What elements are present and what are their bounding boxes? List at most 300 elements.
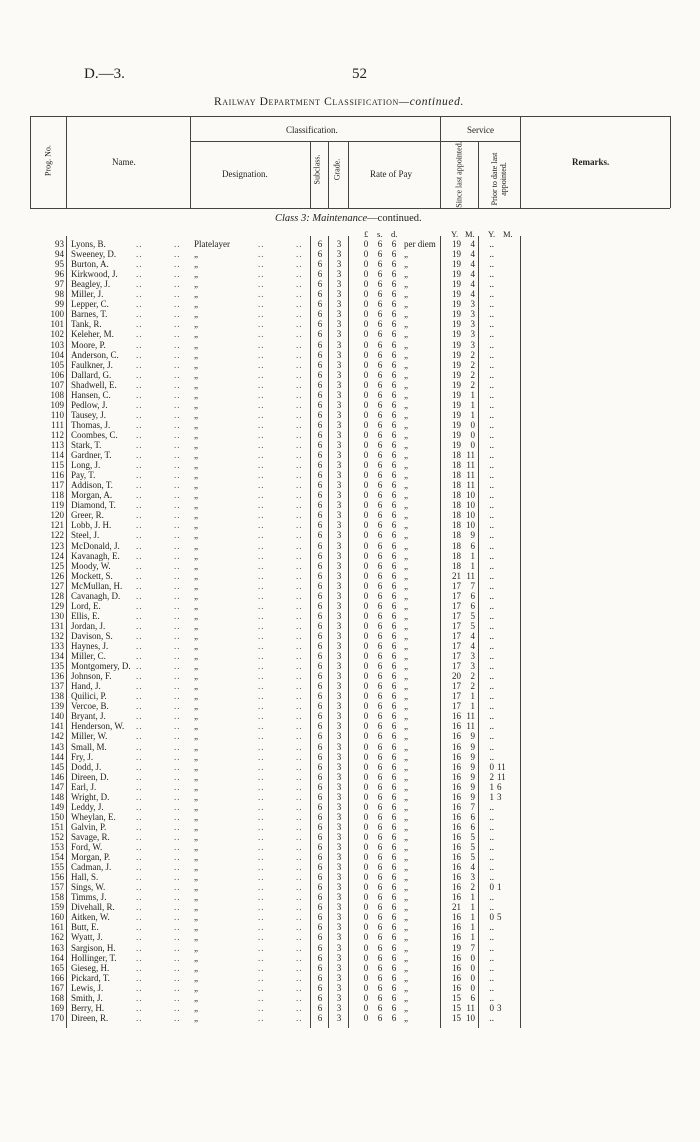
prior-years: 0 xyxy=(489,882,494,893)
table-row xyxy=(0,762,700,772)
pay-period: „ xyxy=(404,319,408,330)
employee-name: Wright, D. xyxy=(71,791,110,802)
pay-pounds: 0 xyxy=(363,932,369,943)
pay-shillings: 6 xyxy=(377,349,383,360)
since-years: 18 xyxy=(452,530,461,541)
dot-leader: .. xyxy=(174,721,181,732)
dot-leader: .. xyxy=(136,440,143,450)
designation: „ xyxy=(194,751,198,762)
grade: 3 xyxy=(336,359,342,370)
employee-name: Kirkwood, J. xyxy=(71,269,118,280)
pay-period: „ xyxy=(404,570,408,581)
designation: „ xyxy=(194,429,198,440)
designation: „ xyxy=(194,771,198,782)
dot-leader: .. xyxy=(136,289,143,300)
dot-leader: .. xyxy=(258,389,265,400)
designation: „ xyxy=(194,831,198,842)
since-months: 6 xyxy=(470,600,475,611)
dot-leader: .. xyxy=(258,811,265,822)
grade: 3 xyxy=(336,671,342,682)
prog-no: 136 xyxy=(50,671,64,682)
subclass: 6 xyxy=(317,419,323,430)
pay-shillings: 6 xyxy=(377,681,383,692)
dot-leader: .. xyxy=(296,239,303,249)
subclass: 6 xyxy=(317,450,323,461)
pay-pence: 6 xyxy=(391,641,397,651)
pay-pounds: 0 xyxy=(363,480,369,491)
grade: 3 xyxy=(336,520,342,531)
since-months: 1 xyxy=(470,389,475,400)
pay-period: „ xyxy=(404,821,408,832)
dot-leader: .. xyxy=(296,852,303,863)
grade: 3 xyxy=(336,721,342,732)
pay-period: „ xyxy=(404,721,408,732)
pay-pence: 6 xyxy=(391,791,397,802)
table-row xyxy=(0,601,700,611)
pay-pounds: 0 xyxy=(363,299,369,310)
dot-leader: .. xyxy=(174,530,181,541)
dot-leader: .. xyxy=(258,862,265,873)
grade: 3 xyxy=(336,1002,342,1013)
dot-leader: .. xyxy=(296,1002,303,1013)
running-title-continued: —continued. xyxy=(398,96,464,108)
table-row xyxy=(0,742,700,752)
since-months: 11 xyxy=(466,721,475,732)
designation: „ xyxy=(194,892,198,903)
dot-leader: .. xyxy=(174,701,181,712)
dot-leader: .. xyxy=(296,590,303,601)
dot-leader: .. xyxy=(174,279,181,290)
employee-name: Small, M. xyxy=(71,741,107,752)
grade: 3 xyxy=(336,691,342,702)
designation: „ xyxy=(194,791,198,802)
pay-shillings: 6 xyxy=(377,299,383,310)
grade: 3 xyxy=(336,872,342,883)
dot-leader: .. xyxy=(296,500,303,511)
grade: 3 xyxy=(336,801,342,812)
dot-leader: .. xyxy=(174,641,181,651)
dot-leader: .. xyxy=(174,902,181,913)
running-title xyxy=(214,96,464,108)
prog-no: 168 xyxy=(50,992,64,1003)
dot-leader: .. xyxy=(136,942,143,953)
pay-shillings: 6 xyxy=(377,821,383,832)
since-years: 19 xyxy=(452,279,461,290)
since-years: 18 xyxy=(452,480,461,491)
prior-years: 0 xyxy=(489,761,494,772)
dot-leader: .. xyxy=(296,811,303,822)
designation: „ xyxy=(194,701,198,712)
since-years: 16 xyxy=(452,831,461,842)
designation: „ xyxy=(194,540,198,551)
dot-leader: .. xyxy=(174,982,181,993)
prior-years: .. xyxy=(489,982,494,993)
dot-leader: .. xyxy=(136,570,143,581)
dot-leader: .. xyxy=(174,600,181,611)
pay-pounds: 0 xyxy=(363,600,369,611)
dot-leader: .. xyxy=(136,741,143,752)
employee-name: Shadwell, E. xyxy=(71,379,117,390)
dot-leader: .. xyxy=(136,329,143,340)
since-years: 19 xyxy=(452,319,461,330)
pay-period: „ xyxy=(404,510,408,521)
prog-no: 138 xyxy=(50,691,64,702)
table-row xyxy=(0,299,700,309)
grade: 3 xyxy=(336,269,342,280)
since-months: 3 xyxy=(470,661,475,672)
pay-pence: 6 xyxy=(391,389,397,400)
pay-pence: 6 xyxy=(391,872,397,883)
designation: „ xyxy=(194,1012,198,1023)
pay-pence: 6 xyxy=(391,249,397,260)
dot-leader: .. xyxy=(136,540,143,551)
since-months: 1 xyxy=(470,550,475,561)
pay-pounds: 0 xyxy=(363,842,369,852)
pay-shillings: 6 xyxy=(377,359,383,370)
subclass: 6 xyxy=(317,831,323,842)
pay-shillings: 6 xyxy=(377,811,383,822)
dot-leader: .. xyxy=(258,761,265,772)
subclass: 6 xyxy=(317,711,323,722)
employee-name: Pickard, T. xyxy=(71,972,110,983)
pay-period: „ xyxy=(404,630,408,641)
dot-leader: .. xyxy=(296,1012,303,1023)
dot-leader: .. xyxy=(258,550,265,561)
unit-pence: d. xyxy=(391,229,398,239)
pay-pounds: 0 xyxy=(363,701,369,712)
grade: 3 xyxy=(336,560,342,571)
designation: „ xyxy=(194,821,198,832)
dot-leader: .. xyxy=(174,379,181,390)
pay-shillings: 6 xyxy=(377,831,383,842)
unit-pound: £ xyxy=(364,229,369,239)
pay-shillings: 6 xyxy=(377,239,383,249)
pay-shillings: 6 xyxy=(377,751,383,762)
employee-name: Morgan, A. xyxy=(71,490,113,501)
subclass: 6 xyxy=(317,902,323,913)
dot-leader: .. xyxy=(296,751,303,762)
since-years: 18 xyxy=(452,520,461,531)
table-row xyxy=(0,973,700,983)
pay-pence: 6 xyxy=(391,399,397,410)
prior-years: .. xyxy=(489,681,494,692)
dot-leader: .. xyxy=(174,842,181,852)
pay-shillings: 6 xyxy=(377,399,383,410)
pay-period: „ xyxy=(404,811,408,822)
dot-leader: .. xyxy=(258,892,265,903)
pay-pence: 6 xyxy=(391,530,397,541)
pay-period: „ xyxy=(404,892,408,903)
subclass: 6 xyxy=(317,852,323,863)
since-months: 1 xyxy=(470,912,475,923)
dot-leader: .. xyxy=(174,882,181,893)
table-row xyxy=(0,701,700,711)
dot-leader: .. xyxy=(136,872,143,883)
dot-leader: .. xyxy=(136,389,143,400)
pay-period: „ xyxy=(404,450,408,461)
dot-leader: .. xyxy=(296,771,303,782)
pay-pence: 6 xyxy=(391,922,397,933)
since-years: 15 xyxy=(452,992,461,1003)
dot-leader: .. xyxy=(174,440,181,450)
pay-pence: 6 xyxy=(391,852,397,863)
pay-pounds: 0 xyxy=(363,520,369,531)
pay-pounds: 0 xyxy=(363,821,369,832)
dot-leader: .. xyxy=(296,399,303,410)
subclass: 6 xyxy=(317,952,323,963)
grade: 3 xyxy=(336,962,342,973)
pay-pounds: 0 xyxy=(363,369,369,380)
grade: 3 xyxy=(336,982,342,993)
pay-pounds: 0 xyxy=(363,560,369,571)
dot-leader: .. xyxy=(258,409,265,420)
since-months: 6 xyxy=(470,590,475,601)
subclass: 6 xyxy=(317,490,323,501)
pay-pounds: 0 xyxy=(363,771,369,782)
pay-shillings: 6 xyxy=(377,922,383,933)
dot-leader: .. xyxy=(136,651,143,662)
dot-leader: .. xyxy=(136,470,143,481)
grade: 3 xyxy=(336,651,342,662)
pay-period: „ xyxy=(404,801,408,812)
pay-pounds: 0 xyxy=(363,661,369,672)
dot-leader: .. xyxy=(174,369,181,380)
since-years: 15 xyxy=(452,1012,461,1023)
pay-period: „ xyxy=(404,932,408,943)
prog-no: 99 xyxy=(55,299,64,310)
dot-leader: .. xyxy=(258,731,265,742)
pay-pence: 6 xyxy=(391,912,397,923)
header-subclass: Subclass. xyxy=(312,154,322,185)
prog-no: 122 xyxy=(50,530,64,541)
prior-years: .. xyxy=(489,510,494,521)
pay-shillings: 6 xyxy=(377,600,383,611)
pay-period: „ xyxy=(404,490,408,501)
dot-leader: .. xyxy=(296,791,303,802)
dot-leader: .. xyxy=(136,279,143,290)
since-months: 5 xyxy=(470,842,475,852)
pay-pence: 6 xyxy=(391,962,397,973)
since-months: 1 xyxy=(470,409,475,420)
dot-leader: .. xyxy=(174,711,181,722)
pay-pounds: 0 xyxy=(363,811,369,822)
employee-name: Montgomery, D. xyxy=(71,661,131,672)
pay-shillings: 6 xyxy=(377,852,383,863)
designation: „ xyxy=(194,610,198,621)
pay-period: „ xyxy=(404,600,408,611)
pay-pounds: 0 xyxy=(363,862,369,873)
employee-name: Bryant, J. xyxy=(71,711,106,722)
pay-pounds: 0 xyxy=(363,239,369,249)
prior-years: .. xyxy=(489,299,494,310)
dot-leader: .. xyxy=(296,349,303,360)
designation: „ xyxy=(194,661,198,672)
subclass: 6 xyxy=(317,239,323,249)
since-months: 4 xyxy=(470,630,475,641)
designation: „ xyxy=(194,711,198,722)
dot-leader: .. xyxy=(258,399,265,410)
prior-years: .. xyxy=(489,651,494,662)
pay-pounds: 0 xyxy=(363,952,369,963)
pay-pence: 6 xyxy=(391,269,397,280)
since-years: 18 xyxy=(452,470,461,481)
designation: „ xyxy=(194,641,198,651)
dot-leader: .. xyxy=(296,982,303,993)
since-years: 16 xyxy=(452,932,461,943)
pay-pence: 6 xyxy=(391,419,397,430)
pay-shillings: 6 xyxy=(377,801,383,812)
pay-pounds: 0 xyxy=(363,831,369,842)
dot-leader: .. xyxy=(296,570,303,581)
dot-leader: .. xyxy=(136,912,143,923)
prior-years: .. xyxy=(489,831,494,842)
prior-years: .. xyxy=(489,440,494,450)
pay-pounds: 0 xyxy=(363,992,369,1003)
pay-pounds: 0 xyxy=(363,419,369,430)
prior-months: 11 xyxy=(497,761,506,772)
grade: 3 xyxy=(336,470,342,481)
table-row xyxy=(0,289,700,299)
pay-period: „ xyxy=(404,862,408,873)
prog-no: 156 xyxy=(50,872,64,883)
designation: „ xyxy=(194,419,198,430)
dot-leader: .. xyxy=(136,661,143,672)
subclass: 6 xyxy=(317,821,323,832)
table-row xyxy=(0,902,700,912)
table-row xyxy=(0,842,700,852)
table-row xyxy=(0,651,700,661)
pay-pounds: 0 xyxy=(363,651,369,662)
dot-leader: .. xyxy=(174,269,181,280)
table-row xyxy=(0,772,700,782)
grade: 3 xyxy=(336,992,342,1003)
since-months: 2 xyxy=(470,671,475,682)
employee-name: Anderson, C. xyxy=(71,349,119,360)
employee-name: Lewis, J. xyxy=(71,982,104,993)
pay-shillings: 6 xyxy=(377,620,383,631)
pay-pounds: 0 xyxy=(363,399,369,410)
employee-name: Gieseg, H. xyxy=(71,962,110,973)
table-row xyxy=(0,943,700,953)
employee-name: Sings, W. xyxy=(71,882,106,893)
table-row xyxy=(0,711,700,721)
prog-no: 101 xyxy=(50,319,64,330)
dot-leader: .. xyxy=(296,761,303,772)
since-years: 19 xyxy=(452,389,461,400)
employee-name: Miller, J. xyxy=(71,289,104,300)
employee-name: Timms, J. xyxy=(71,892,107,903)
since-years: 16 xyxy=(452,982,461,993)
dot-leader: .. xyxy=(174,590,181,601)
since-years: 21 xyxy=(452,570,461,581)
pay-period: „ xyxy=(404,540,408,551)
prog-no: 121 xyxy=(50,520,64,531)
since-months: 9 xyxy=(470,741,475,752)
pay-period: „ xyxy=(404,379,408,390)
pay-shillings: 6 xyxy=(377,510,383,521)
dot-leader: .. xyxy=(136,681,143,692)
pay-period: „ xyxy=(404,480,408,491)
employee-name: Cadman, J. xyxy=(71,862,112,873)
since-years: 19 xyxy=(452,269,461,280)
grade: 3 xyxy=(336,811,342,822)
dot-leader: .. xyxy=(258,329,265,340)
prog-no: 165 xyxy=(50,962,64,973)
subclass: 6 xyxy=(317,299,323,310)
since-years: 19 xyxy=(452,349,461,360)
table-row xyxy=(0,912,700,922)
designation: „ xyxy=(194,279,198,290)
pay-pounds: 0 xyxy=(363,882,369,893)
dot-leader: .. xyxy=(174,781,181,792)
prior-years: .. xyxy=(489,570,494,581)
pay-pounds: 0 xyxy=(363,359,369,370)
pay-pence: 6 xyxy=(391,279,397,290)
subclass: 6 xyxy=(317,269,323,280)
since-months: 4 xyxy=(470,239,475,249)
grade: 3 xyxy=(336,399,342,410)
dot-leader: .. xyxy=(136,419,143,430)
designation: „ xyxy=(194,811,198,822)
subclass: 6 xyxy=(317,309,323,320)
pay-shillings: 6 xyxy=(377,671,383,682)
dot-leader: .. xyxy=(174,942,181,953)
since-months: 9 xyxy=(470,530,475,541)
subclass: 6 xyxy=(317,862,323,873)
employee-name: Sargison, H. xyxy=(71,942,116,953)
pay-pence: 6 xyxy=(391,862,397,873)
subclass: 6 xyxy=(317,339,323,350)
dot-leader: .. xyxy=(136,801,143,812)
prior-years: .. xyxy=(489,872,494,883)
rule-since xyxy=(478,141,479,208)
employee-name: Steel, J. xyxy=(71,530,100,541)
since-months: 1 xyxy=(470,892,475,903)
dot-leader: .. xyxy=(136,781,143,792)
dot-leader: .. xyxy=(136,721,143,732)
since-years: 16 xyxy=(452,842,461,852)
designation: „ xyxy=(194,902,198,913)
pay-period: „ xyxy=(404,761,408,772)
prog-no: 166 xyxy=(50,972,64,983)
pay-shillings: 6 xyxy=(377,661,383,672)
pay-period: „ xyxy=(404,309,408,320)
pay-pence: 6 xyxy=(391,751,397,762)
grade: 3 xyxy=(336,550,342,561)
dot-leader: .. xyxy=(296,289,303,300)
dot-leader: .. xyxy=(296,922,303,933)
since-months: 4 xyxy=(470,269,475,280)
pay-period: „ xyxy=(404,852,408,863)
dot-leader: .. xyxy=(174,570,181,581)
dot-leader: .. xyxy=(296,671,303,682)
designation: „ xyxy=(194,399,198,410)
dot-leader: .. xyxy=(174,520,181,531)
pay-pence: 6 xyxy=(391,942,397,953)
pay-pounds: 0 xyxy=(363,460,369,471)
dot-leader: .. xyxy=(136,1002,143,1013)
grade: 3 xyxy=(336,912,342,923)
dot-leader: .. xyxy=(174,771,181,782)
prog-no: 124 xyxy=(50,550,64,561)
rule-grade xyxy=(348,141,349,208)
since-years: 18 xyxy=(452,560,461,571)
subclass: 6 xyxy=(317,912,323,923)
pay-period: „ xyxy=(404,339,408,350)
employee-name: Haynes, J. xyxy=(71,641,109,651)
designation: „ xyxy=(194,289,198,300)
dot-leader: .. xyxy=(296,630,303,641)
